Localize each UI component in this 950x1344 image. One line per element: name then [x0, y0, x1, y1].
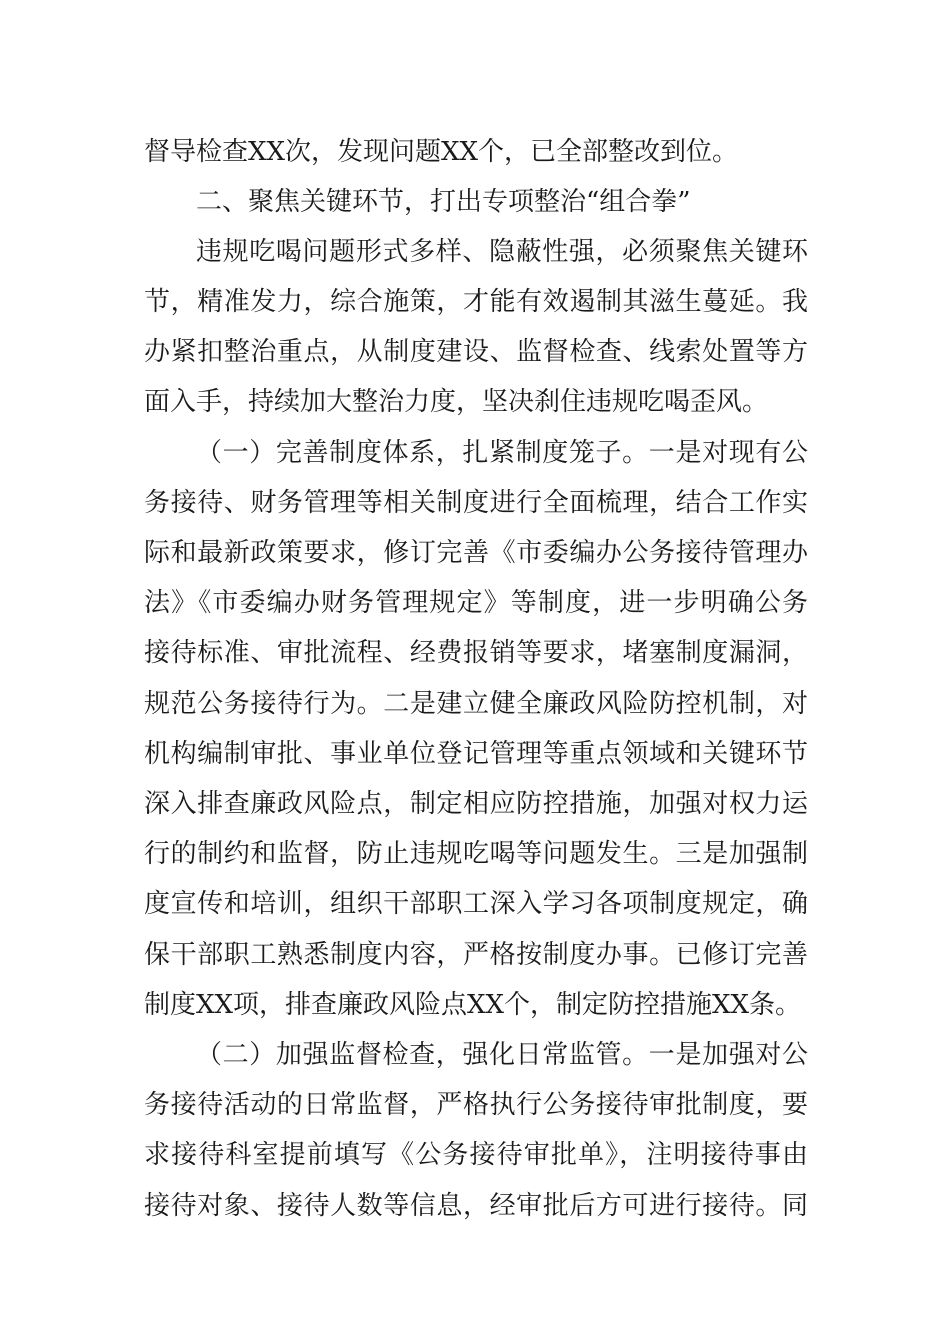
text-line: 办紧扣整治重点，从制度建设、监督检查、线索处置等方 [144, 337, 808, 367]
text-line: 行的制约和监督，防止违规吃喝等问题发生。三是加强制 [144, 839, 808, 869]
text-line: 面入手，持续加大整治力度，坚决刹住违规吃喝歪风。 [144, 387, 769, 417]
text-line: 保干部职工熟悉制度内容，严格按制度办事。已修订完善 [144, 940, 808, 970]
text-line: 节，精准发力，综合施策，才能有效遏制其滋生蔓延。我 [144, 287, 808, 317]
text-line: 际和最新政策要求，修订完善《市委编办公务接待管理办 [144, 538, 808, 568]
text-line: 接待对象、接待人数等信息，经审批后方可进行接待。同 [144, 1191, 808, 1221]
text-line: 度宣传和培训，组织干部职工深入学习各项制度规定，确 [144, 889, 808, 919]
text-line: 务接待活动的日常监督，严格执行公务接待审批制度，要 [144, 1090, 808, 1120]
text-line: 违规吃喝问题形式多样、隐蔽性强，必须聚焦关键环 [196, 237, 808, 267]
section-heading: 二、聚焦关键环节，打出专项整治“组合拳” [196, 187, 691, 217]
text-line: 务接待、财务管理等相关制度进行全面梳理，结合工作实 [144, 488, 808, 518]
text-line: （一）完善制度体系，扎紧制度笼子。一是对现有公 [196, 438, 808, 468]
text-line: 求接待科室提前填写《公务接待审批单》，注明接待事由 [144, 1140, 808, 1170]
text-line: 督导检查XX次，发现问题XX个，已全部整改到位。 [144, 137, 739, 167]
text-line: 深入排查廉政风险点，制定相应防控措施，加强对权力运 [144, 789, 808, 819]
text-line: 法》《市委编办财务管理规定》等制度，进一步明确公务 [144, 588, 808, 618]
text-line: 制度XX项，排查廉政风险点XX个，制定防控措施XX条。 [144, 990, 802, 1020]
text-line: 机构编制审批、事业单位登记管理等重点领域和关键环节 [144, 739, 808, 769]
text-line: 规范公务接待行为。二是建立健全廉政风险防控机制，对 [144, 689, 808, 719]
text-line: （二）加强监督检查，强化日常监管。一是加强对公 [196, 1040, 808, 1070]
text-line: 接待标准、审批流程、经费报销等要求，堵塞制度漏洞， [144, 638, 808, 668]
